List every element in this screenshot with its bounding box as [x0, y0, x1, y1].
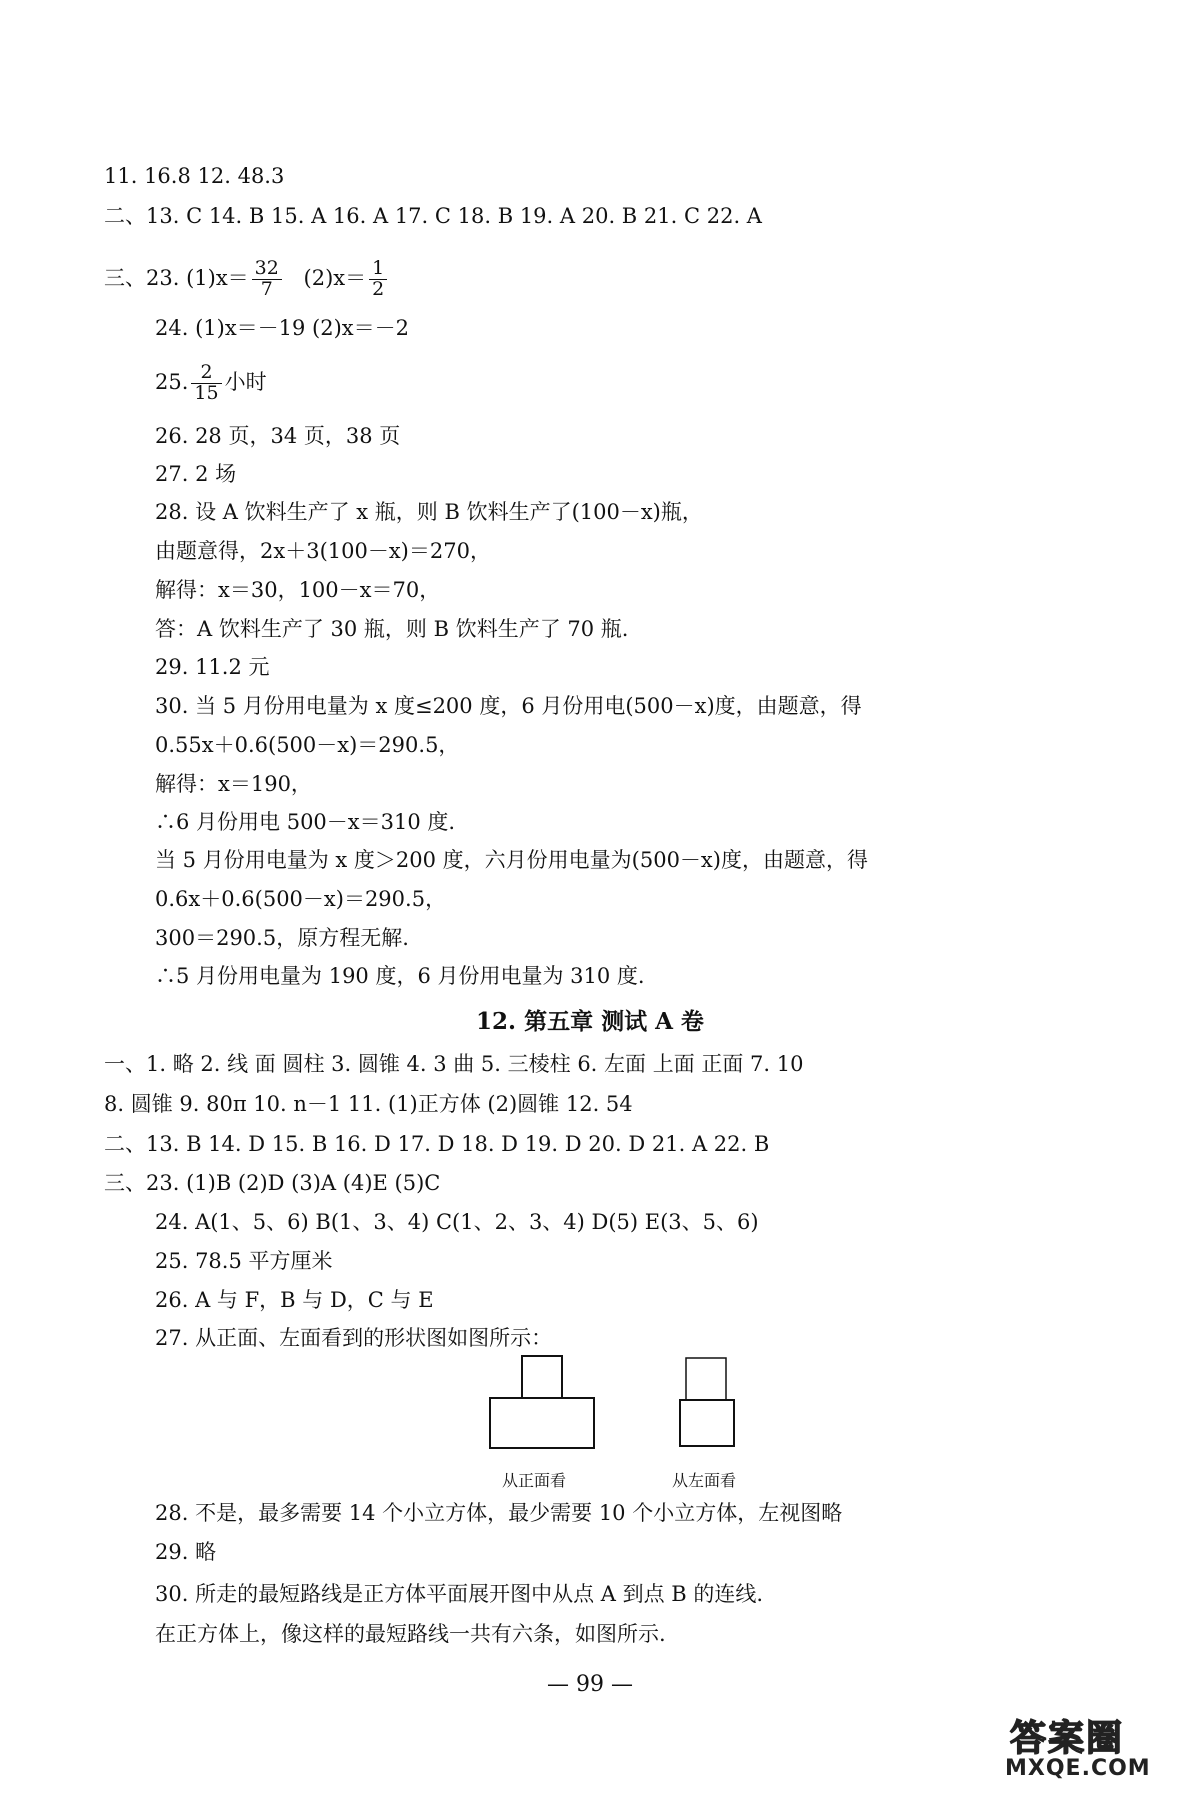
answer-line-30f: 0.6x＋0.6(500－x)＝290.5， — [155, 887, 447, 911]
answer-line-30e: 当 5 月份用电量为 x 度＞200 度，六月份用电量为(500－x)度，由题意，得 — [155, 848, 868, 872]
answer-line-30d: ∴6 月份用电 500－x＝310 度. — [155, 810, 456, 834]
answer-line-8-12: 8. 圆锥 9. 80π 10. n－1 11. (1)正方体 (2)圆锥 12. 54 — [104, 1092, 633, 1116]
answer-line-30g: 300＝290.5，原方程无解. — [155, 926, 409, 950]
answer-line-11-12: 11. 16.8 12. 48.3 — [104, 164, 285, 188]
left-view-caption: 从左面看 — [672, 1471, 737, 1490]
left-view-base-block — [680, 1400, 734, 1446]
front-view-caption: 从正面看 — [502, 1471, 567, 1490]
view-diagram — [460, 1352, 820, 1502]
answer-line-24b: 24. A(1、5、6) B(1、3、4) C(1、2、3、4) D(5) E(3、5、6) — [155, 1210, 759, 1234]
answer-line-30c1: 30. 所走的最短路线是正方体平面展开图中从点 A 到点 B 的连线. — [155, 1582, 764, 1606]
fraction-2-15: $\frac{2}{15}$ — [191, 363, 221, 404]
section-title: 12. 第五章 测试 A 卷 — [476, 1008, 704, 1035]
answer-line-23b: 三、23. (1)B (2)D (3)A (4)E (5)C — [104, 1171, 441, 1195]
answer-line-28c2: 28. 不是，最多需要 14 个小立方体，最少需要 10 个小立方体，左视图略 — [155, 1501, 843, 1525]
answer-line-26b: 26. A 与 F，B 与 D，C 与 E — [155, 1288, 434, 1312]
answer-line-30b: 0.55x＋0.6(500－x)＝290.5， — [155, 733, 460, 757]
answer-line-25 — [155, 362, 267, 404]
answer-line-13-22b: 二、13. B 14. D 15. B 16. D 17. D 18. D 19. D 20. D 21. A 22. B — [104, 1132, 770, 1156]
answer-line-28c: 解得：x＝30，100－x＝70， — [155, 578, 441, 602]
answer-line-30h: ∴5 月份用电量为 190 度，6 月份用电量为 310 度. — [155, 964, 645, 988]
page-number: — 99 — — [547, 1672, 633, 1697]
fraction-32-7: $\frac{32}{7}$ — [252, 259, 282, 300]
answer-line-29: 29. 11.2 元 — [155, 655, 270, 679]
answer-line-13-22: 二、13. C 14. B 15. A 16. A 17. C 18. B 19. A 20. B 21. C 22. A — [104, 204, 762, 228]
answer-line-27: 27. 2 场 — [155, 462, 237, 486]
answer-line-30c: 解得：x＝190， — [155, 772, 312, 796]
answer-line-1-7: 一、1. 略 2. 线 面 圆柱 3. 圆锥 4. 3 曲 5. 三棱柱 6. 左面 上面 正面 7. 10 — [104, 1052, 804, 1076]
eq23-prefix: 三、23. (1)x＝ — [104, 266, 249, 290]
answer-line-27b: 27. 从正面、左面看到的形状图如图所示： — [155, 1326, 553, 1350]
watermark-logo — [1000, 1710, 1170, 1790]
left-view-top-block — [686, 1358, 726, 1400]
answer-line-23 — [104, 258, 390, 300]
answer-line-24: 24. (1)x＝－19 (2)x＝－2 — [155, 316, 410, 340]
answer-line-28a: 28. 设 A 饮料生产了 x 瓶，则 B 饮料生产了(100－x)瓶， — [155, 500, 703, 524]
answer-line-30c2: 在正方体上，像这样的最短路线一共有六条，如图所示. — [155, 1622, 666, 1646]
answer-line-25b: 25. 78.5 平方厘米 — [155, 1249, 333, 1273]
eq25-prefix: 25. — [155, 370, 189, 394]
eq23-mid: (2)x＝ — [303, 266, 367, 290]
fraction-1-2: $\frac{1}{2}$ — [369, 259, 387, 300]
eq25-suffix: 小时 — [224, 370, 267, 394]
answer-line-28b: 由题意得，2x＋3(100－x)＝270， — [155, 539, 491, 563]
watermark-top-text: 答案圈 — [1010, 1718, 1125, 1759]
answer-line-29c: 29. 略 — [155, 1540, 217, 1564]
answer-line-28d: 答：A 饮料生产了 30 瓶，则 B 饮料生产了 70 瓶. — [155, 617, 629, 641]
front-view-base-block — [490, 1398, 594, 1448]
answer-line-30a: 30. 当 5 月份用电量为 x 度≤200 度，6 月份用电(500－x)度，由题意，得 — [155, 694, 862, 718]
watermark-bottom-text: MXQE.COM — [1005, 1756, 1151, 1781]
answer-line-26: 26. 28 页，34 页，38 页 — [155, 424, 401, 448]
front-view-top-block — [522, 1356, 562, 1398]
